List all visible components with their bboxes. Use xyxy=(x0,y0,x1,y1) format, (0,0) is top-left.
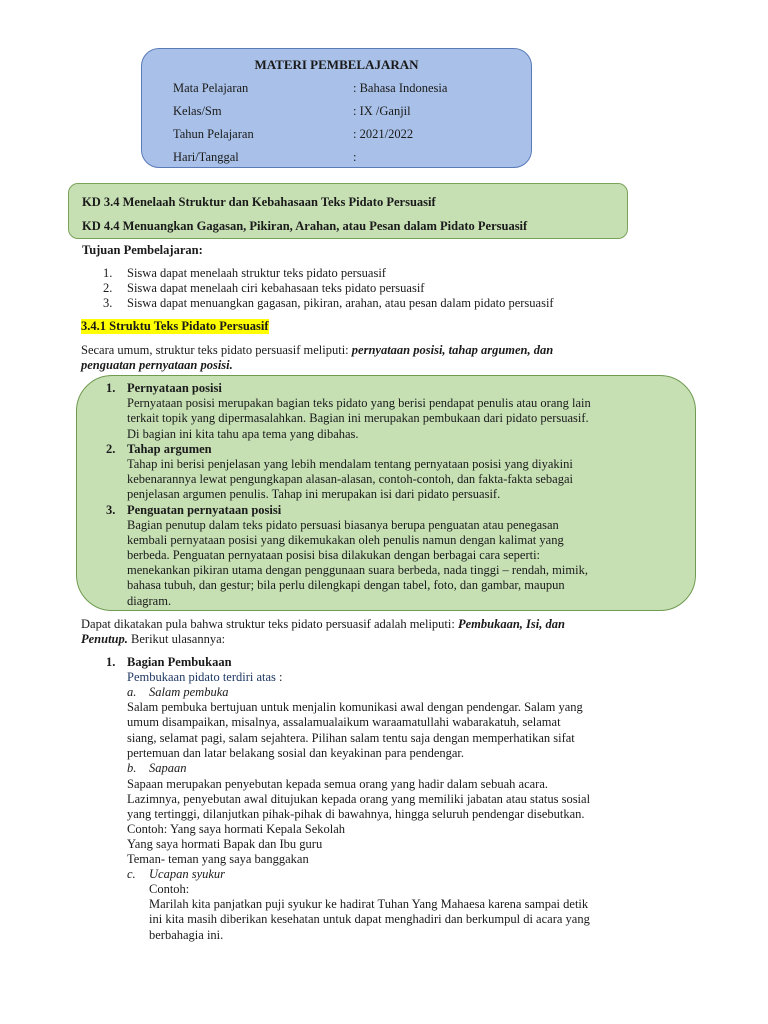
b-label: b. xyxy=(127,761,137,775)
b-line-4: Contoh: Yang saya hormati Kepala Sekolah xyxy=(127,822,346,836)
after-line-2 xyxy=(81,632,225,647)
structure-title-1: Pernyataan posisi xyxy=(127,381,222,395)
after-plain-2: Berikut ulasannya: xyxy=(127,632,226,646)
bagian-subtitle xyxy=(127,670,283,685)
intro-plain: Secara umum, struktur teks pidato persuasif meliputi: xyxy=(81,343,352,357)
structure-3-line-6: diagram. xyxy=(127,594,172,608)
tujuan-heading: Tujuan Pembelajaran: xyxy=(82,243,203,257)
b-line-1: Sapaan merupakan penyebutan kepada semua orang yang hadir dalam sebuah acara. xyxy=(127,777,548,791)
tujuan-num-1: 1. xyxy=(103,266,113,280)
after-line-1 xyxy=(81,617,565,632)
structure-3-line-3: berbeda. Penguatan pernyataan posisi bisa dilakukan dengan berbagai cara seperti: xyxy=(127,548,541,562)
bagian-title: Bagian Pembukaan xyxy=(127,655,232,669)
bagian-subtitle-text: Pembukaan pidato terdiri atas xyxy=(127,670,276,684)
header-label-kelas: Kelas/Sm xyxy=(173,104,222,118)
intro-bold-1: pernyataan posisi, tahap argumen, dan xyxy=(351,343,554,357)
a-line-4: pertemuan dan latar belakang sosial dan keyakinan para pendengar. xyxy=(127,746,465,760)
structure-title-2: Tahap argumen xyxy=(127,442,212,456)
c-line-3: berbahagia ini. xyxy=(149,928,224,942)
header-value-hari: : xyxy=(353,150,357,164)
after-plain-1: Dapat dikatakan pula bahwa struktur teks pidato persuasif adalah meliputi: xyxy=(81,617,458,631)
header-value-kelas: : IX /Ganjil xyxy=(353,104,411,118)
structure-1-line-1: Pernyataan posisi merupakan bagian teks pidato yang berisi pendapat penulis atau orang lain xyxy=(127,396,591,410)
structure-1-line-2: terkait topik yang dipermasalahkan. Bagian ini merupakan pembukaan dari pidato persuasif. xyxy=(127,411,589,425)
tujuan-item-1: Siswa dapat menelaah struktur teks pidato persuasif xyxy=(127,266,386,280)
tujuan-num-2: 2. xyxy=(103,281,113,295)
b-line-6: Teman- teman yang saya banggakan xyxy=(127,852,309,866)
kd-4-4: KD 4.4 Menuangkan Gagasan, Pikiran, Arahan, atau Pesan dalam Pidato Persuasif xyxy=(82,219,528,233)
structure-1-line-3: Di bagian ini kita tahu apa tema yang dibahas. xyxy=(127,427,359,441)
a-title: Salam pembuka xyxy=(149,685,229,699)
b-line-5: Yang saya hormati Bapak dan Ibu guru xyxy=(127,837,323,851)
header-value-tahun: : 2021/2022 xyxy=(353,127,414,141)
header-label-tahun: Tahun Pelajaran xyxy=(173,127,254,141)
structure-title-3: Penguatan pernyataan posisi xyxy=(127,503,282,517)
after-bold-2: Penutup. xyxy=(81,632,128,646)
section-heading: 3.4.1 Struktu Teks Pidato Persuasif xyxy=(81,319,269,333)
tujuan-item-3: Siswa dapat menuangkan gagasan, pikiran, arahan, atau pesan dalam pidato persuasif xyxy=(127,296,554,310)
structure-2-line-2: kebenarannya lewat pengungkapan alasan-alasan, contoh-contoh, dan fakta-fakta sebagai xyxy=(127,472,573,486)
c-label: c. xyxy=(127,867,136,881)
bagian-subtitle-colon: : xyxy=(275,670,283,684)
c-line-2: ini kita masih diberikan kesehatan untuk dapat menghadiri dan berkumpul di acara yang xyxy=(149,912,590,926)
tujuan-item-2: Siswa dapat menelaah ciri kebahasaan teks pidato persuasif xyxy=(127,281,425,295)
section-intro xyxy=(81,343,553,358)
c-line-1: Marilah kita panjatkan puji syukur ke hadirat Tuhan Yang Mahaesa karena sampai detik xyxy=(149,897,589,911)
a-line-1: Salam pembuka bertujuan untuk menjalin komunikasi awal dengan pendengar. Salam yang xyxy=(127,700,583,714)
structure-3-line-5: bahasa tubuh, dan gestur; bila perlu dilengkapi dengan tabel, foto, dan gambar, maupun xyxy=(127,578,565,592)
structure-num-1: 1. xyxy=(106,381,116,395)
structure-2-line-3: penjelasan argumen penulis. Tahap ini merupakan isi dari pidato persuasif. xyxy=(127,487,501,501)
kd-box xyxy=(68,183,628,239)
structure-num-2: 2. xyxy=(106,442,116,456)
b-title: Sapaan xyxy=(149,761,187,775)
header-label-hari: Hari/Tanggal xyxy=(173,150,239,164)
a-line-2: umum disampaikan, misalnya, assalamualaikum waraamatullahi wabarakatuh, selamat xyxy=(127,715,561,729)
structure-3-line-1: Bagian penutup dalam teks pidato persuasi biasanya berupa penguatan atau penegasan xyxy=(127,518,559,532)
after-bold-1: Pembukaan, Isi, dan xyxy=(457,617,565,631)
structure-3-line-4: menekankan pikiran utama dengan penggunaan suara berbeda, nada tinggi – rendah, mimik, xyxy=(127,563,588,577)
header-label-mata-pelajaran: Mata Pelajaran xyxy=(173,81,249,95)
structure-3-line-2: kembali pernyataan posisi yang dikemukakan oleh penulis namun dengan kalimat yang xyxy=(127,533,564,547)
a-line-3: siang, selamat pagi, salam sejahtera. Pilihan salam tentu saja dengan memperhatikan sifat xyxy=(127,731,575,745)
c-contoh: Contoh: xyxy=(149,882,190,896)
bagian-num: 1. xyxy=(106,655,116,669)
c-title: Ucapan syukur xyxy=(149,867,226,881)
header-title: MATERI PEMBELAJARAN xyxy=(254,57,419,72)
b-line-2: Lazimnya, penyebutan awal ditujukan kepada orang yang memiliki jabatan atau status sosial xyxy=(127,792,591,806)
structure-num-3: 3. xyxy=(106,503,116,517)
b-line-3: yang tertinggi, dilanjutkan pihak-pihak di bawahnya, hingga seluruh pendengar disebutkan. xyxy=(127,807,585,821)
header-box xyxy=(141,48,532,168)
intro-bold-2: penguatan pernyataan posisi. xyxy=(81,358,233,372)
tujuan-num-3: 3. xyxy=(103,296,113,310)
header-value-mata-pelajaran: : Bahasa Indonesia xyxy=(353,81,448,95)
a-label: a. xyxy=(127,685,137,699)
structure-2-line-1: Tahap ini berisi penjelasan yang lebih mendalam tentang pernyataan posisi yang diyakini xyxy=(127,457,573,471)
kd-3-4: KD 3.4 Menelaah Struktur dan Kebahasaan Teks Pidato Persuasif xyxy=(82,195,436,209)
